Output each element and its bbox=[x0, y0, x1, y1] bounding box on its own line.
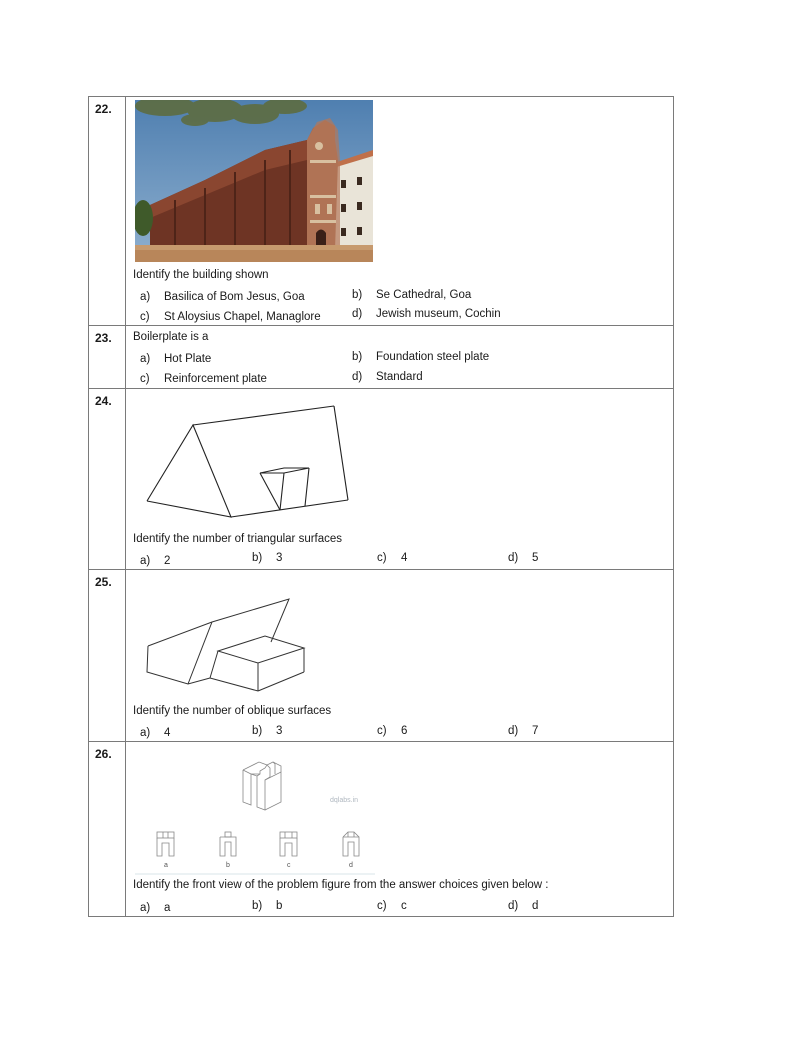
question-row-24 bbox=[89, 388, 673, 569]
choice-label-c: c bbox=[287, 862, 291, 869]
option-text: Jewish museum, Cochin bbox=[376, 308, 501, 320]
option-letter: b) bbox=[252, 725, 263, 737]
question-number: 26. bbox=[89, 742, 126, 916]
option-a[interactable] bbox=[140, 291, 305, 303]
choice-label-b: b bbox=[226, 862, 230, 869]
oblique-block-figure bbox=[134, 580, 354, 700]
option-text: 3 bbox=[276, 725, 283, 737]
question-row-26 bbox=[89, 741, 673, 916]
option-letter: c) bbox=[377, 725, 387, 737]
option-letter: a) bbox=[140, 353, 151, 365]
option-letter: a) bbox=[140, 291, 151, 303]
option-d[interactable] bbox=[508, 725, 538, 737]
question-row-23 bbox=[89, 325, 673, 388]
question-prompt: Identify the front view of the problem figure from the answer choices given below : bbox=[133, 879, 549, 891]
question-prompt: Identify the building shown bbox=[133, 269, 269, 281]
option-b[interactable] bbox=[252, 900, 282, 912]
option-c[interactable] bbox=[377, 900, 407, 912]
question-number: 22. bbox=[89, 97, 126, 325]
option-letter: c) bbox=[140, 311, 150, 323]
watermark-text: dqlabs.in bbox=[330, 797, 359, 804]
option-b[interactable] bbox=[352, 289, 471, 301]
question-body bbox=[126, 326, 673, 388]
option-letter: d) bbox=[508, 552, 519, 564]
option-text: 3 bbox=[276, 552, 283, 564]
option-letter: b) bbox=[352, 351, 363, 363]
question-prompt: Boilerplate is a bbox=[133, 331, 209, 343]
option-text: b bbox=[276, 900, 283, 912]
question-number: 25. bbox=[89, 570, 126, 741]
question-row-25 bbox=[89, 569, 673, 741]
question-row-22 bbox=[89, 97, 673, 325]
question-number: 24. bbox=[89, 389, 126, 569]
option-c[interactable] bbox=[377, 552, 407, 564]
option-text: St Aloysius Chapel, Managlore bbox=[164, 311, 321, 323]
option-b[interactable] bbox=[352, 351, 489, 363]
question-number: 23. bbox=[89, 326, 126, 388]
option-text: 6 bbox=[401, 725, 408, 737]
option-a[interactable] bbox=[140, 902, 170, 914]
option-letter: a) bbox=[140, 727, 151, 739]
option-letter: d) bbox=[508, 900, 519, 912]
question-body bbox=[126, 97, 673, 325]
option-letter: a) bbox=[140, 902, 151, 914]
option-letter: d) bbox=[508, 725, 519, 737]
triangular-prism-figure bbox=[134, 393, 354, 523]
option-letter: d) bbox=[352, 371, 363, 383]
option-text: c bbox=[401, 900, 407, 912]
option-d[interactable] bbox=[508, 900, 538, 912]
option-a[interactable] bbox=[140, 353, 211, 365]
option-letter: a) bbox=[140, 555, 151, 567]
option-text: d bbox=[532, 900, 539, 912]
option-b[interactable] bbox=[252, 725, 282, 737]
option-b[interactable] bbox=[252, 552, 282, 564]
question-prompt: Identify the number of oblique surfaces bbox=[133, 705, 332, 717]
front-view-choice-figure bbox=[135, 744, 380, 876]
option-text: Basilica of Bom Jesus, Goa bbox=[164, 291, 305, 303]
option-text: Reinforcement plate bbox=[164, 373, 267, 385]
question-table bbox=[88, 96, 674, 917]
choice-label-a: a bbox=[164, 862, 168, 869]
option-c[interactable] bbox=[140, 311, 321, 323]
option-letter: d) bbox=[352, 308, 363, 320]
option-letter: c) bbox=[377, 900, 387, 912]
option-a[interactable] bbox=[140, 727, 170, 739]
option-text: Foundation steel plate bbox=[376, 351, 490, 363]
choice-label-d: d bbox=[349, 862, 353, 869]
option-text: 7 bbox=[532, 725, 539, 737]
option-text: 4 bbox=[164, 727, 171, 739]
question-body bbox=[126, 570, 673, 741]
option-letter: b) bbox=[252, 900, 263, 912]
building-photo bbox=[135, 100, 373, 262]
option-d[interactable] bbox=[352, 371, 423, 383]
option-d[interactable] bbox=[508, 552, 538, 564]
option-d[interactable] bbox=[352, 308, 501, 320]
option-text: Se Cathedral, Goa bbox=[376, 289, 472, 301]
question-body bbox=[126, 742, 673, 916]
option-text: 4 bbox=[401, 552, 408, 564]
option-text: 2 bbox=[164, 555, 171, 567]
option-letter: c) bbox=[377, 552, 387, 564]
option-a[interactable] bbox=[140, 555, 170, 567]
option-letter: c) bbox=[140, 373, 150, 385]
option-text: 5 bbox=[532, 552, 539, 564]
option-letter: b) bbox=[352, 289, 363, 301]
question-prompt: Identify the number of triangular surfaces bbox=[133, 533, 343, 545]
option-letter: b) bbox=[252, 552, 263, 564]
option-c[interactable] bbox=[140, 373, 267, 385]
question-body bbox=[126, 389, 673, 569]
option-c[interactable] bbox=[377, 725, 407, 737]
option-text: Standard bbox=[376, 371, 423, 383]
option-text: Hot Plate bbox=[164, 353, 212, 365]
option-text: a bbox=[164, 902, 171, 914]
